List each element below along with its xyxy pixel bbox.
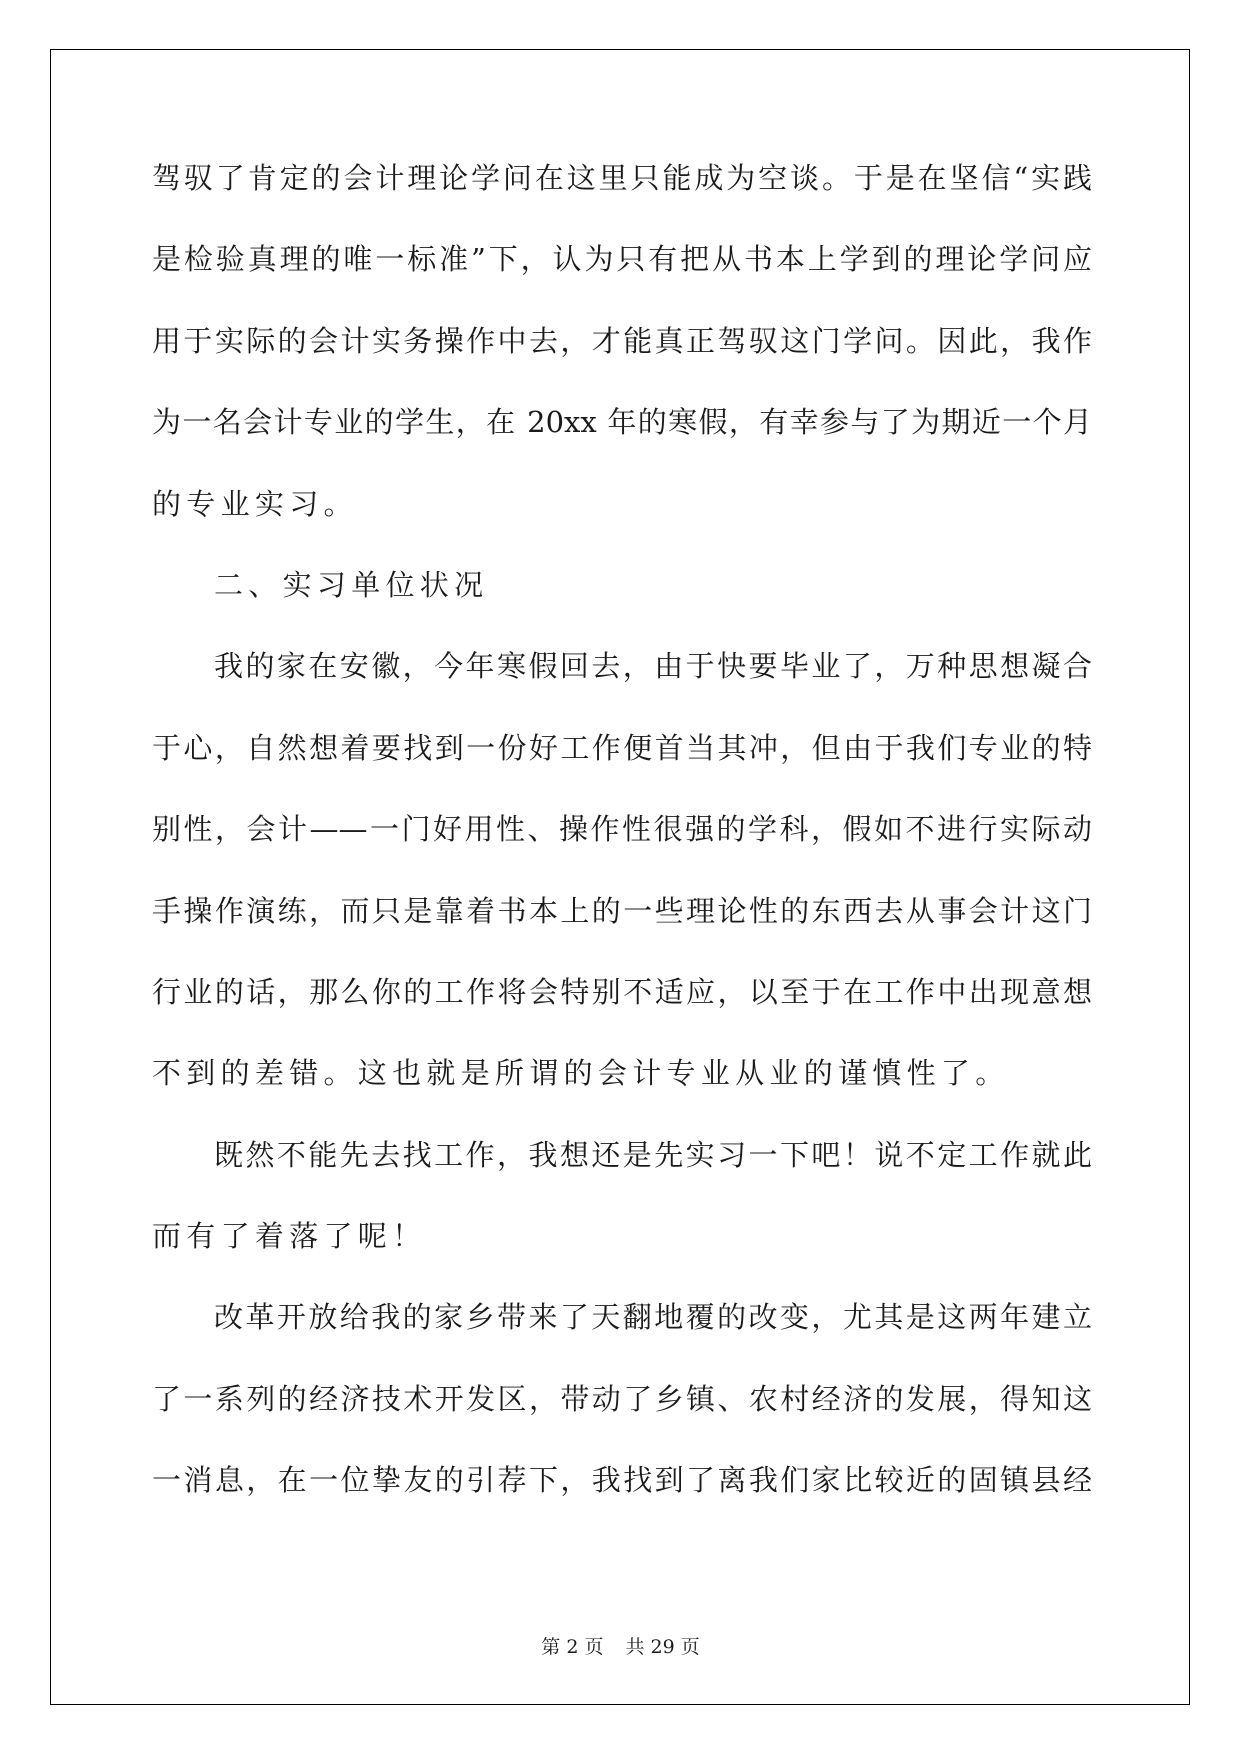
line-text: 用于实际的会计实务操作中去，才能真正驾驭这门学问。因此，我作 [152,323,1092,358]
line-text: 既然不能先去找工作，我想还是先实习一下吧！说不定工作就此 [214,1137,1092,1172]
line-text: 是检验真理的唯一标准”下，认为只有把从书本上学到的理论学问应 [152,242,1092,277]
text-line [152,1460,1092,1541]
line-text: 改革开放给我的家乡带来了天翻地覆的改变，尤其是这两年建立 [214,1300,1092,1335]
text-line [152,484,1092,565]
section-heading [152,565,1092,646]
text-line [152,321,1092,402]
line-text: 驾驭了肯定的会计理论学问在这里只能成为空谈。于是在坚信“实践 [152,161,1092,195]
text-line [152,1216,1092,1297]
text-line [152,728,1092,809]
line-text: 的专业实习。 [152,486,358,521]
line-text: 不到的差错。这也就是所谓的会计专业从业的谨慎性了。 [152,1056,1010,1091]
text-line [152,646,1092,727]
text-line [152,1297,1092,1378]
line-text: 一消息，在一位挚友的引荐下，我找到了离我们家比较近的固镇县经 [152,1463,1092,1498]
text-line [152,239,1092,320]
line-text: 行业的话，那么你的工作将会特别不适应，以至于在工作中出现意想 [152,974,1092,1009]
text-line [152,158,1092,239]
page-total: 共 29 页 [625,1636,700,1658]
text-line [152,1135,1092,1216]
text-line [152,402,1092,483]
line-text: 为一名会计专业的学生，在 20xx 年的寒假，有幸参与了为期近一个月 [152,405,1092,440]
page-number: 第 2 页 [541,1636,604,1658]
text-line [152,1379,1092,1460]
text-line [152,1053,1092,1134]
heading-text: 二、实习单位状况 [214,567,489,602]
document-body [152,158,1092,1542]
text-line [152,809,1092,890]
page-footer [0,1632,1241,1659]
line-text: 我的家在安徽，今年寒假回去，由于快要毕业了，万种思想凝合 [214,649,1092,684]
line-text: 而有了着落了呢！ [152,1219,427,1254]
line-text: 了一系列的经济技术开发区，带动了乡镇、农村经济的发展，得知这 [152,1381,1092,1416]
line-text: 别性，会计——一门好用性、操作性很强的学科，假如不进行实际动 [152,812,1092,847]
text-line [152,891,1092,972]
text-line [152,972,1092,1053]
line-text: 于心，自然想着要找到一份好工作便首当其冲，但由于我们专业的特 [152,730,1092,765]
line-text: 手操作演练，而只是靠着书本上的一些理论性的东西去从事会计这门 [152,893,1092,928]
